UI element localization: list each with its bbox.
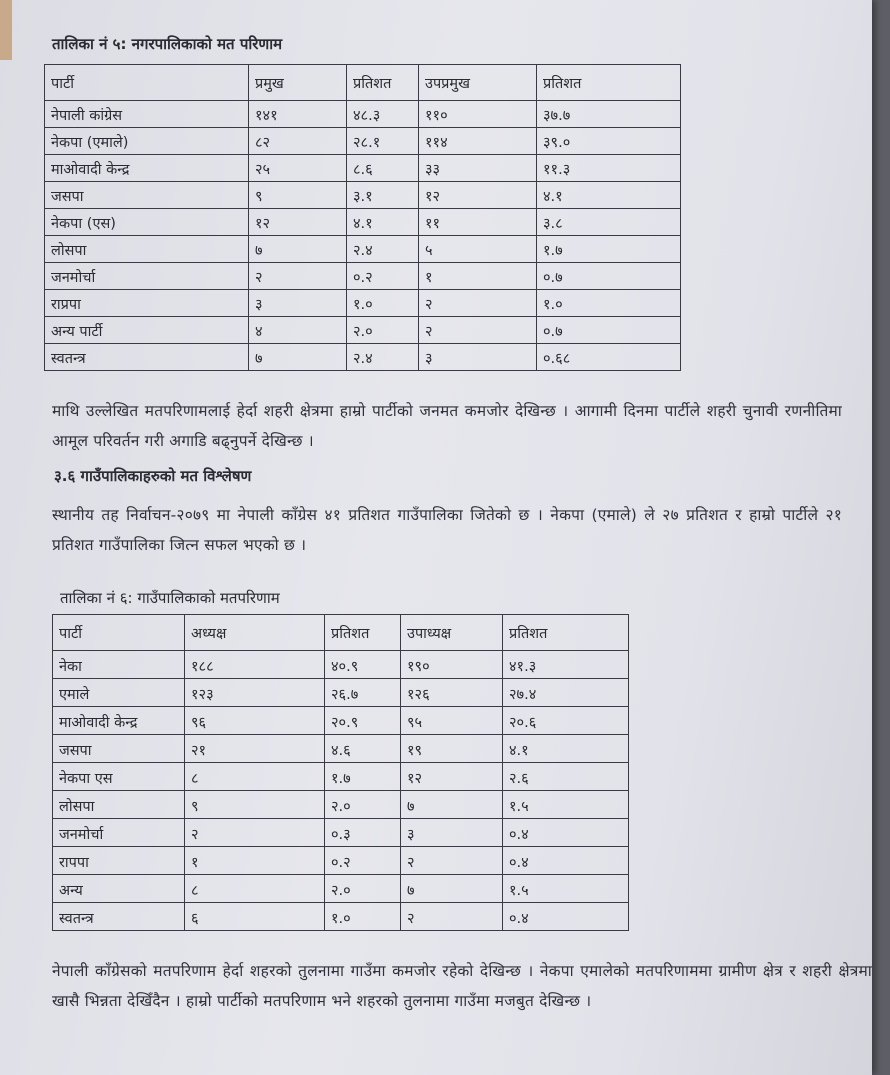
percent-cell: ३.१ xyxy=(347,182,419,209)
deputy-count-cell: १२६ xyxy=(401,679,503,707)
percent-cell: २.४ xyxy=(347,236,419,263)
table5-caption: तालिका नं ५: नगरपालिकाको मत परिणाम xyxy=(52,35,283,53)
chief-count-cell: ९ xyxy=(185,791,325,819)
percent-cell: ४०.९ xyxy=(325,651,401,679)
percent-cell: ३९.० xyxy=(537,128,681,155)
table-row xyxy=(45,128,681,155)
percent-cell: १.५ xyxy=(503,791,629,819)
percent-cell: ४.१ xyxy=(537,182,681,209)
chief-count-cell: २१ xyxy=(185,735,325,763)
party-cell: जनमोर्चा xyxy=(53,819,185,847)
table-row xyxy=(45,317,681,344)
percent-cell: ०.२ xyxy=(325,847,401,875)
chief-count-cell: १४१ xyxy=(249,101,347,128)
chief-count-cell: ८२ xyxy=(249,128,347,155)
chief-count-cell: १ xyxy=(185,847,325,875)
percent-cell: २.६ xyxy=(503,763,629,791)
page-edge xyxy=(0,0,12,60)
party-cell: अन्य पार्टी xyxy=(45,317,249,344)
party-cell: नेपाली कांग्रेस xyxy=(45,101,249,128)
table-row xyxy=(45,344,681,371)
party-cell: नेकपा (एस) xyxy=(45,209,249,236)
percent-cell: २७.४ xyxy=(503,679,629,707)
col-header-vice-chair: उपाध्यक्ष xyxy=(401,615,503,651)
percent-cell: २०.६ xyxy=(503,707,629,735)
percent-cell: १.० xyxy=(325,903,401,931)
percent-cell: १.५ xyxy=(503,875,629,903)
deputy-count-cell: ३ xyxy=(419,344,537,371)
col-header-chair: अध्यक्ष xyxy=(185,615,325,651)
col-header-chief: प्रमुख xyxy=(249,65,347,101)
paragraph-urban-analysis: माथि उल्लेखित मतपरिणामलाई हेर्दा शहरी क्षेत्रमा हाम्रो पार्टीको जनमत कमजोर देखिन्छ । आगामी दिनमा पार्टीले शहरी चुनावी रणनीतिमा आमूल परिवर्तन गरी अगाडि बढ्नुपर्ने देखिन्छ । xyxy=(52,402,842,450)
table-header-row xyxy=(53,615,629,651)
percent-cell: ०.४ xyxy=(503,819,629,847)
chief-count-cell: ७ xyxy=(249,236,347,263)
deputy-count-cell: ११४ xyxy=(419,128,537,155)
col-header-percent: प्रतिशत xyxy=(347,65,419,101)
party-cell: नेकपा एस xyxy=(53,763,185,791)
percent-cell: ०.२ xyxy=(347,263,419,290)
municipality-result-table xyxy=(44,64,681,371)
table-row xyxy=(53,735,629,763)
table-row xyxy=(53,763,629,791)
chief-count-cell: ७ xyxy=(249,344,347,371)
percent-cell: ४१.३ xyxy=(503,651,629,679)
percent-cell: २.० xyxy=(347,317,419,344)
percent-cell: २.४ xyxy=(347,344,419,371)
party-cell: एमाले xyxy=(53,679,185,707)
deputy-count-cell: ३ xyxy=(401,819,503,847)
col-header-percent: प्रतिशत xyxy=(503,615,629,651)
deputy-count-cell: २ xyxy=(419,317,537,344)
party-cell: माओवादी केन्द्र xyxy=(53,707,185,735)
deputy-count-cell: ७ xyxy=(401,875,503,903)
chief-count-cell: २ xyxy=(185,819,325,847)
chief-count-cell: १२३ xyxy=(185,679,325,707)
party-cell: अन्य xyxy=(53,875,185,903)
deputy-count-cell: १९० xyxy=(401,651,503,679)
table-row xyxy=(53,819,629,847)
deputy-count-cell: २ xyxy=(419,290,537,317)
party-cell: स्वतन्त्र xyxy=(53,903,185,931)
table-row xyxy=(53,791,629,819)
table-row xyxy=(53,651,629,679)
percent-cell: २.० xyxy=(325,791,401,819)
percent-cell: ३७.७ xyxy=(537,101,681,128)
party-cell: लोसपा xyxy=(45,236,249,263)
chief-count-cell: ४ xyxy=(249,317,347,344)
paragraph-rural-summary: स्थानीय तह निर्वाचन-२०७९ मा नेपाली काँग्रेस ४१ प्रतिशत गाउँपालिका जितेको छ । नेकपा (एमाले) ले २७ प्रतिशत र हाम्रो पार्टीले २१ प्रतिशत गाउँपालिका जित्न सफल भएको छ । xyxy=(52,506,842,554)
percent-cell: ४.१ xyxy=(347,209,419,236)
chief-count-cell: १८८ xyxy=(185,651,325,679)
table-row xyxy=(45,236,681,263)
percent-cell: १.० xyxy=(537,290,681,317)
percent-cell: ८.६ xyxy=(347,155,419,182)
deputy-count-cell: ५ xyxy=(419,236,537,263)
party-cell: राप्रपा xyxy=(45,290,249,317)
percent-cell: ०.७ xyxy=(537,317,681,344)
col-header-party: पार्टी xyxy=(45,65,249,101)
deputy-count-cell: ७ xyxy=(401,791,503,819)
col-header-deputy-chief: उपप्रमुख xyxy=(419,65,537,101)
table-row xyxy=(45,155,681,182)
percent-cell: ४.६ xyxy=(325,735,401,763)
table-row xyxy=(45,209,681,236)
chief-count-cell: ९ xyxy=(249,182,347,209)
col-header-party: पार्टी xyxy=(53,615,185,651)
party-cell: जसपा xyxy=(45,182,249,209)
deputy-count-cell: ११० xyxy=(419,101,537,128)
percent-cell: ३.८ xyxy=(537,209,681,236)
chief-count-cell: ९६ xyxy=(185,707,325,735)
party-cell: स्वतन्त्र xyxy=(45,344,249,371)
table-row xyxy=(53,875,629,903)
party-cell: जसपा xyxy=(53,735,185,763)
percent-cell: ०.४ xyxy=(503,847,629,875)
party-cell: नेकपा (एमाले) xyxy=(45,128,249,155)
deputy-count-cell: ३३ xyxy=(419,155,537,182)
percent-cell: १.० xyxy=(347,290,419,317)
table-row xyxy=(53,847,629,875)
percent-cell: ११.३ xyxy=(537,155,681,182)
party-cell: जनमोर्चा xyxy=(45,263,249,290)
section-heading-rural-analysis: ३.६ गाउँपालिकाहरुको मत विश्लेषण xyxy=(54,467,252,485)
percent-cell: ४.१ xyxy=(503,735,629,763)
chief-count-cell: ८ xyxy=(185,763,325,791)
percent-cell: १.७ xyxy=(325,763,401,791)
table-header-row xyxy=(45,65,681,101)
deputy-count-cell: १२ xyxy=(419,182,537,209)
party-cell: माओवादी केन्द्र xyxy=(45,155,249,182)
chief-count-cell: २५ xyxy=(249,155,347,182)
percent-cell: ०.३ xyxy=(325,819,401,847)
deputy-count-cell: २ xyxy=(401,847,503,875)
party-cell: लोसपा xyxy=(53,791,185,819)
table-row xyxy=(53,707,629,735)
deputy-count-cell: १९ xyxy=(401,735,503,763)
deputy-count-cell: १२ xyxy=(401,763,503,791)
deputy-count-cell: ११ xyxy=(419,209,537,236)
table6-caption: तालिका नं ६: गाउँपालिकाको मतपरिणाम xyxy=(60,589,280,607)
chief-count-cell: ६ xyxy=(185,903,325,931)
chief-count-cell: १२ xyxy=(249,209,347,236)
chief-count-cell: ८ xyxy=(185,875,325,903)
percent-cell: २६.७ xyxy=(325,679,401,707)
party-cell: नेका xyxy=(53,651,185,679)
percent-cell: २८.१ xyxy=(347,128,419,155)
table-row xyxy=(45,290,681,317)
table-row xyxy=(53,679,629,707)
deputy-count-cell: ९५ xyxy=(401,707,503,735)
party-cell: रापपा xyxy=(53,847,185,875)
deputy-count-cell: २ xyxy=(401,903,503,931)
col-header-percent: प्रतिशत xyxy=(537,65,681,101)
paragraph-comparison: नेपाली काँग्रेसको मतपरिणाम हेर्दा शहरको तुलनामा गाउँमा कमजोर रहेको देखिन्छ । नेकपा एमालेको मतपरिणाममा ग्रामीण क्षेत्र र शहरी क्षेत्रमा खासै भिन्नता देखिँदैन । हाम्रो पार्टीको मतपरिणाम भने शहरको तुलनामा गाउँमा मजबुत देखिन्छ । xyxy=(52,962,872,1010)
percent-cell: ०.६८ xyxy=(537,344,681,371)
percent-cell: ०.७ xyxy=(537,263,681,290)
chief-count-cell: २ xyxy=(249,263,347,290)
percent-cell: २.० xyxy=(325,875,401,903)
percent-cell: २०.९ xyxy=(325,707,401,735)
percent-cell: ०.४ xyxy=(503,903,629,931)
percent-cell: १.७ xyxy=(537,236,681,263)
percent-cell: ४८.३ xyxy=(347,101,419,128)
table-row xyxy=(45,101,681,128)
table-row xyxy=(45,263,681,290)
table-row xyxy=(53,903,629,931)
rural-municipality-result-table xyxy=(52,614,629,931)
chief-count-cell: ३ xyxy=(249,290,347,317)
deputy-count-cell: १ xyxy=(419,263,537,290)
col-header-percent: प्रतिशत xyxy=(325,615,401,651)
table-row xyxy=(45,182,681,209)
